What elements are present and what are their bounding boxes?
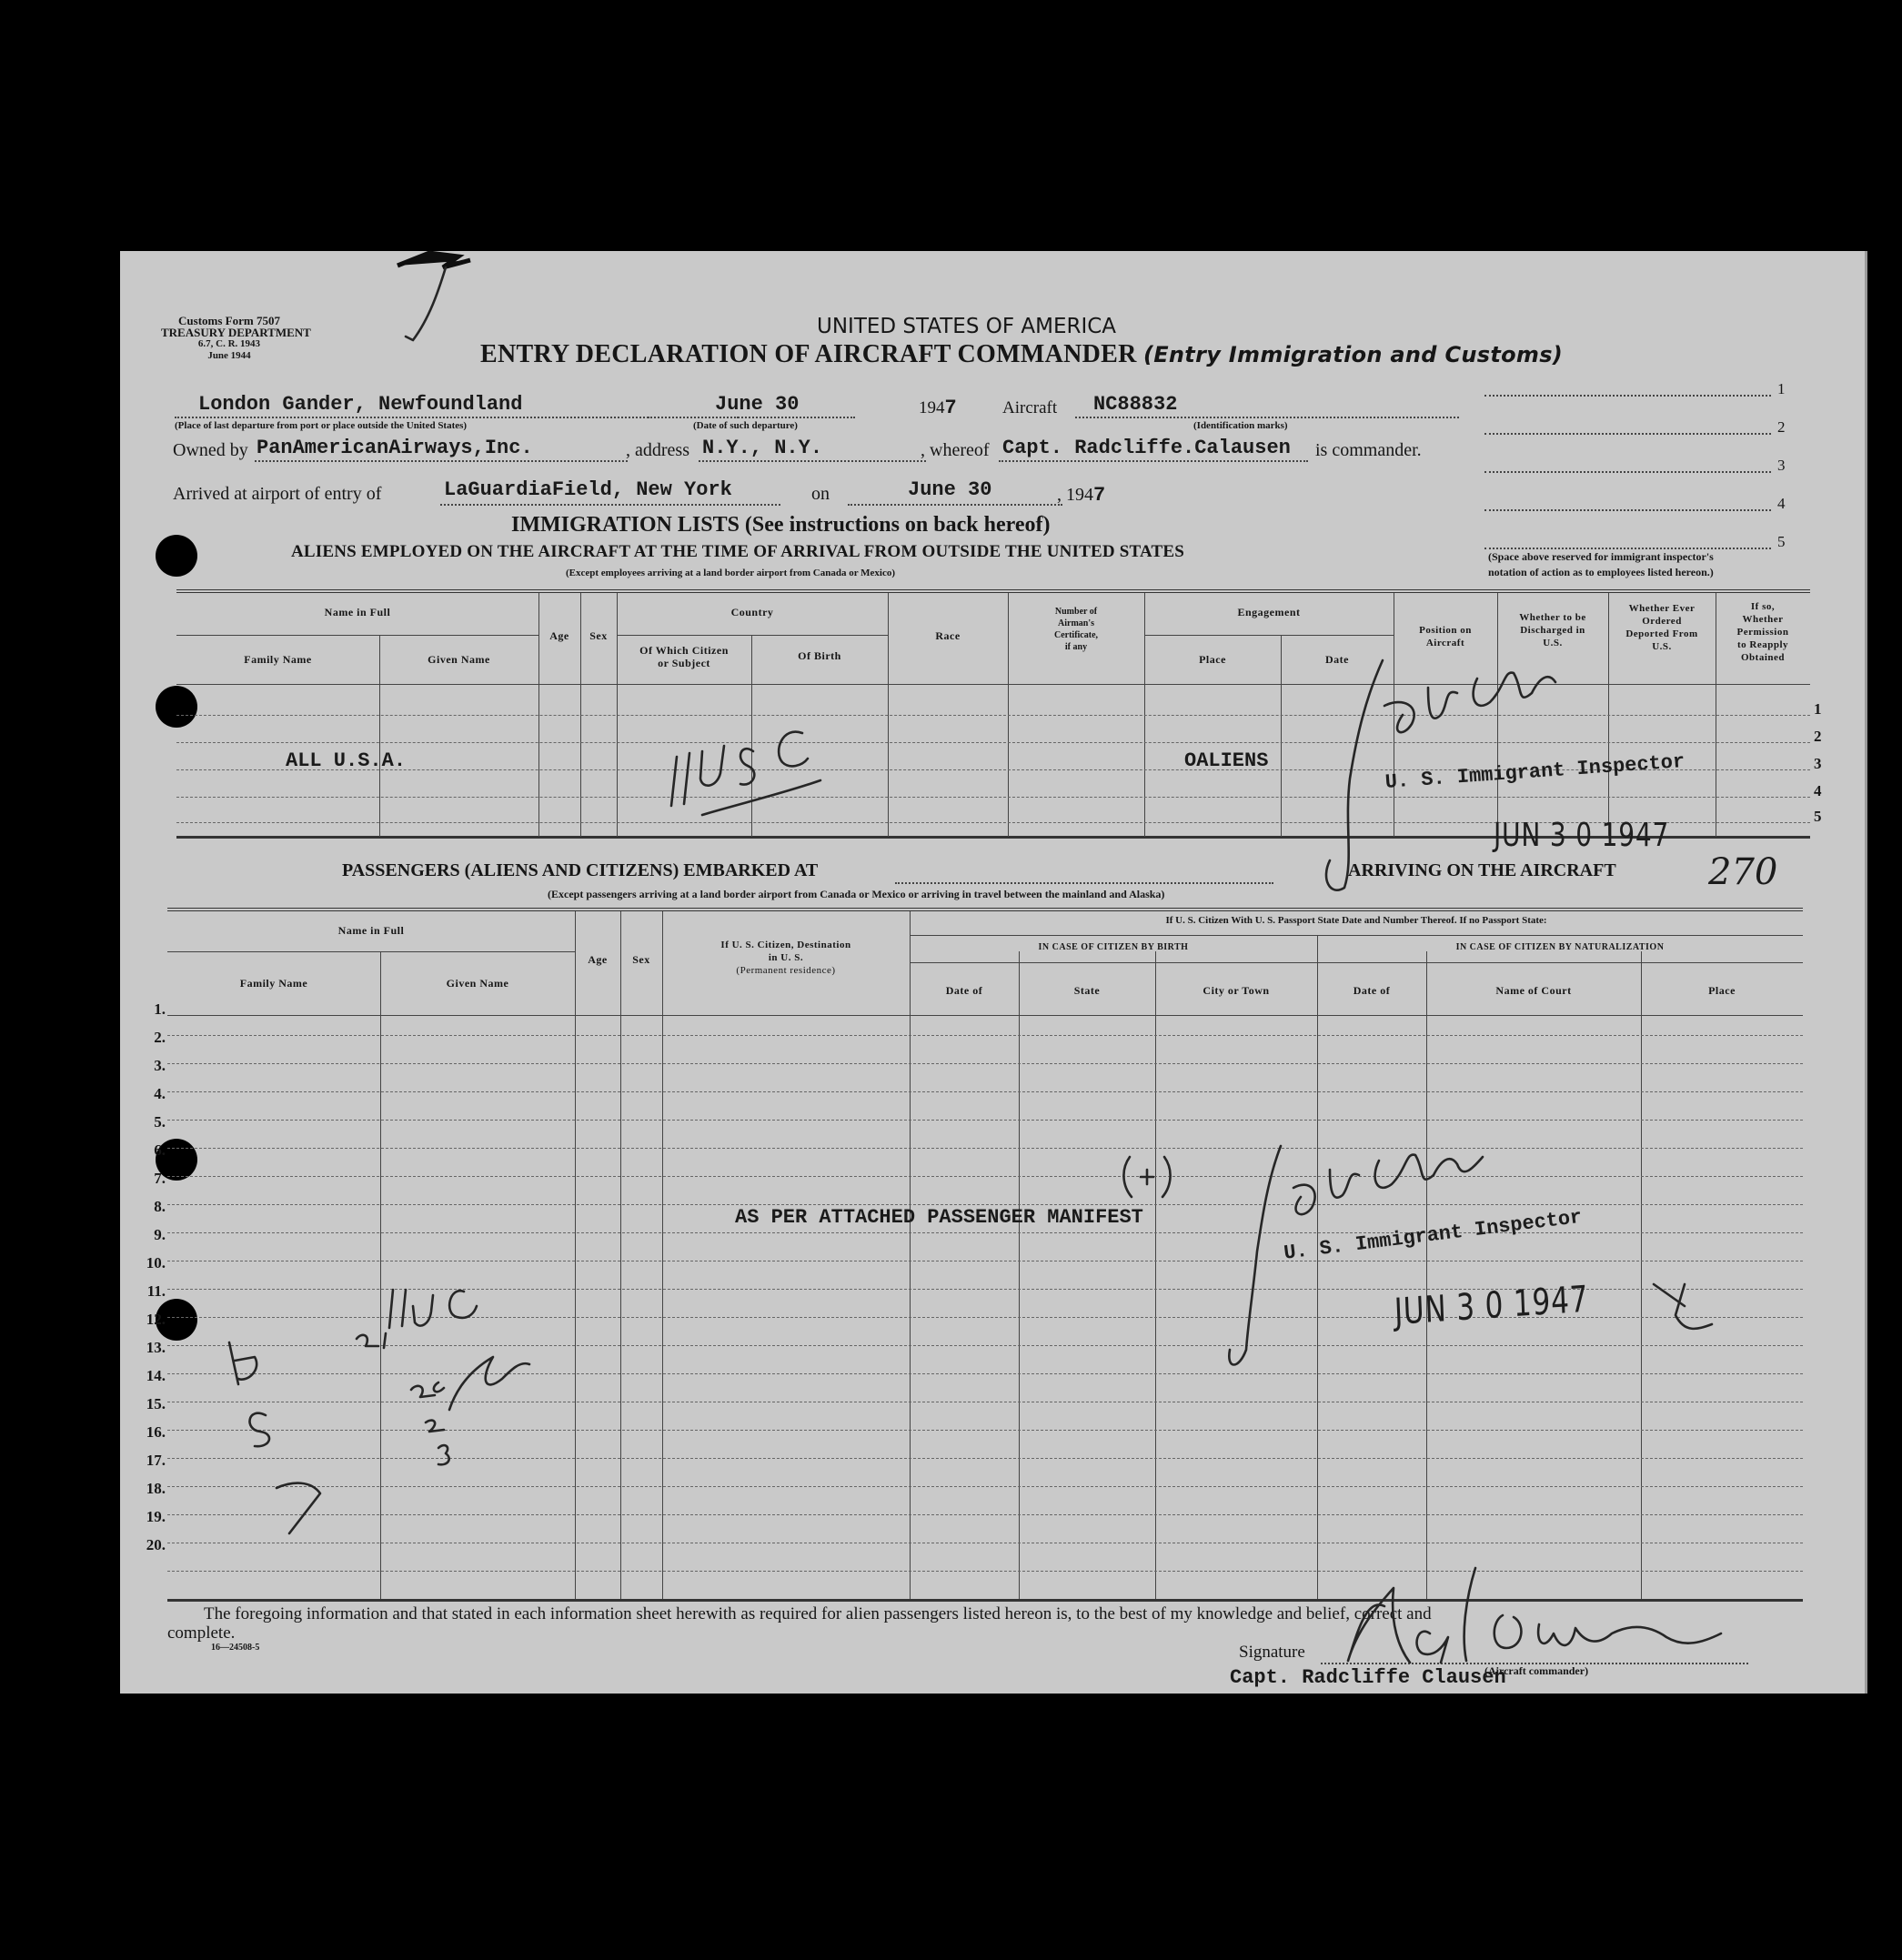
reserved-note: (Space above reserved for immigrant inspector's notation of action as to employees listed hereon.) — [1488, 550, 1714, 578]
header-permission: If so, Whether Permission to Reapply Obtained — [1736, 601, 1789, 663]
passengers-note: (Except passengers arriving at a land border airport from Canada or Mexico or arriving in travel between the mainland and Alaska) — [548, 888, 1165, 900]
immigration-title: IMMIGRATION LISTS (See instructions on back hereof) — [511, 513, 1051, 537]
crew-entry-name: ALL U.S.A. — [286, 749, 407, 772]
declaration-statement: The foregoing information and that stated in each information sheet herewith as required for alien passengers listed hereon is, to the best of my knowledge and belief, correct and complete. — [167, 1604, 1432, 1643]
form-code: 16—24508-5 — [211, 1643, 260, 1653]
header-engagement-place: Place — [1199, 653, 1226, 666]
signature-caption: (Aircraft commander) — [1484, 1664, 1589, 1677]
owner-label: Owned by — [173, 440, 248, 460]
form-title: ENTRY DECLARATION OF AIRCRAFT COMMANDER (Entry Immigration and Customs) — [480, 340, 1564, 368]
header-given-name: Given Name — [428, 653, 490, 666]
signatory-name: Capt. Radcliffe Clausen — [1230, 1666, 1506, 1689]
passengers-title: PASSENGERS (ALIENS AND CITIZENS) EMBARKED AT — [342, 860, 819, 880]
form-number: Customs Form 7507 — [178, 314, 280, 327]
departure-date-caption: (Date of such departure) — [693, 420, 798, 431]
commander-name: Capt. Radcliffe.Calausen — [1002, 437, 1291, 459]
owner-address: N.Y., N.Y. — [702, 437, 823, 459]
handwritten-mark — [1648, 1279, 1721, 1352]
departure-place-caption: (Place of last departure from port or place outside the United States) — [175, 420, 468, 431]
owner-name: PanAmericanAirways,Inc. — [257, 437, 533, 459]
department: TREASURY DEPARTMENT — [161, 326, 311, 339]
form-date: June 1944 — [207, 350, 251, 361]
aliens-employed-table: Name in Full Family Name Given Name Age Sex Country Of Which Citizen or Subject Of Birth Race Number of Airman's Certificate, if any Engagement Place Date Position on Aircraft Whether to be Discharged in U.S. Whether Ever Ordered Deported From U.S. If so, Whether Permission to Reapply Obtained 1 2 3 4 5 ALL U.S.A. OALIENS — [176, 589, 1810, 837]
address-label: , address — [626, 440, 689, 460]
arrival-on-label: on — [811, 484, 830, 504]
declaration-form-sheet: Customs Form 7507 TREASURY DEPARTMENT 6.7, C. R. 1943 June 1944 UNITED STATES OF AMERICA ENTRY DECLARATION OF AIRCRAFT COMMANDER (Entry Immigration and Customs) 1 2 3 4 5 (Space above reserved for immigrant inspector's notation of action as to employees listed hereon.) London Gander, Newfoundland (Place of last departure from port or place outside the United States) June 30 (Date of such departure) 1947 Aircraft NC88832 (Identification marks) Owned by PanAmericanAirways,Inc. , address N.Y., N.Y. , whereof Capt. Radcliffe.Calausen is commander. Arrived at airport of entry of LaGuardiaField, New York on June 30 , 1947 IMMIGRATION LISTS (See instructions on back hereof) ALIENS EMPLOYED ON THE AIRCRAFT AT THE TIME OF ARRIVAL FROM OUTSIDE THE UNITED STATES (Except employees arriving at a land border airport from Canada or Mexico) Name in Full Family Name Given Name Age Sex Country Of Which Citizen or Subject Of Birth Race Number of Airman's Certificate, if any Engagement Place Date Position on Aircraft Whether to be Discharged in U.S. Whether Ever Ordered Deported From U.S. If so, Whether Permission to Reapply Obtained 1 2 3 4 5 ALL U.S.A. OALIENS U. S. Immigrant Inspector JUN 3 0 1947 270 PASSENGERS (ALIENS AND CITIZENS) EMBARKED AT ARRIVING ON THE AIRCRAFT (Except passengers arriving at a land border airport from Canada or Mexico or arriving in travel between the mainland and Alaska) Name in Full Family Name Given Name Age Sex If U. S. Citizen, Destination in U. S. (Permanent residence) If U. S. Citizen With U. S. Passport State Date and Number Thereof. If no Passport State: IN CASE OF CITIZEN BY BIRTH IN CASE OF CITIZEN BY NATURALIZATION Date of State City or Town Date of Name of Court Place AS PER ATTACHED PASSENGER MANIFEST 1. 2. 3. 4. 5. 6. 7. 8. 9. 10. 11. 12. 13. 14. 15. 16. 17. 18. 19. 20. U. S. Immigrant Inspector JUN 3 0 1947 The foregoing information and that stated in each information sheet herewith as required for alien passengers listed hereon is, to the best of my knowledge and belief, correct and complete. 16—24508-5 Signature (Aircraft commander) Capt. Radcliffe Clausen — [120, 251, 1867, 1694]
is-commander-label: is commander. — [1315, 440, 1422, 460]
header-position: Position on Aircraft — [1419, 625, 1472, 648]
header-airman-certificate: Number of Airman's Certificate, if any — [1053, 607, 1099, 652]
handwritten-mark — [402, 264, 457, 346]
pax-header-city: City or Town — [1203, 984, 1270, 997]
pax-header-naturalization-date: Date of — [1353, 984, 1391, 997]
header-engagement-date: Date — [1325, 653, 1349, 666]
departure-place: London Gander, Newfoundland — [198, 393, 523, 416]
crew-arrival-stamp: JUN 3 0 1947 — [1494, 817, 1670, 854]
arrival-label: Arrived at airport of entry of — [173, 484, 382, 504]
aircraft-id: NC88832 — [1093, 393, 1178, 416]
passenger-arrival-stamp: JUN 3 0 1947 — [1394, 1278, 1590, 1333]
aircraft-id-caption: (Identification marks) — [1193, 420, 1288, 431]
pax-header-court: Name of Court — [1495, 984, 1572, 997]
pax-header-place: Place — [1708, 984, 1736, 997]
pax-header-date-of: Date of — [945, 984, 983, 997]
header-family-name: Family Name — [244, 653, 312, 666]
header-country: Country — [730, 606, 774, 618]
passenger-inspector-title: U. S. Immigrant Inspector — [1283, 1205, 1584, 1265]
crew-entry-engagement: OALIENS — [1184, 749, 1269, 772]
handwritten-count: 270 — [1708, 851, 1778, 893]
header-discharged: Whether to be Discharged in U.S. — [1519, 612, 1586, 648]
pax-header-passport: If U. S. Citizen With U. S. Passport State Date and Number Thereof. If no Passport State: — [1165, 915, 1547, 926]
arrival-date: June 30 — [908, 478, 992, 501]
form-id-block — [161, 314, 311, 362]
pax-header-by-birth: IN CASE OF CITIZEN BY BIRTH — [1038, 942, 1189, 952]
header-engagement: Engagement — [1237, 606, 1301, 618]
crew-inspector-title: U. S. Immigrant Inspector — [1384, 749, 1686, 794]
signature-label: Signature — [1239, 1643, 1305, 1662]
regulation: 6.7, C. R. 1943 — [197, 338, 261, 349]
inspector-signature — [1193, 1142, 1575, 1379]
pax-header-by-naturalization: IN CASE OF CITIZEN BY NATURALIZATION — [1455, 942, 1665, 952]
header-of-birth: Of Birth — [798, 649, 841, 662]
departure-year: 1947 — [919, 397, 957, 419]
whereof-label: , whereof — [921, 440, 990, 460]
departure-date: June 30 — [715, 393, 800, 416]
header-citizen-of: Of Which Citizen or Subject — [639, 644, 729, 669]
country-title: UNITED STATES OF AMERICA — [817, 315, 1117, 338]
header-name-in-full: Name in Full — [324, 606, 391, 618]
handwritten-tally-note — [211, 1270, 538, 1543]
pax-header-family-name: Family Name — [239, 977, 308, 990]
immigration-subtitle: ALIENS EMPLOYED ON THE AIRCRAFT AT THE TIME OF ARRIVAL FROM OUTSIDE THE UNITED STATES — [291, 542, 1185, 561]
handwritten-usc-note — [666, 715, 830, 833]
manifest-reference: AS PER ATTACHED PASSENGER MANIFEST — [735, 1206, 1143, 1229]
pax-header-given-name: Given Name — [446, 977, 509, 990]
header-age: Age — [549, 629, 569, 642]
passengers-title-right: ARRIVING ON THE AIRCRAFT — [1348, 860, 1616, 880]
header-deported: Whether Ever Ordered Deported From U.S. — [1625, 603, 1698, 652]
header-sex: Sex — [589, 629, 608, 642]
punch-hole — [156, 535, 197, 577]
pax-header-state: State — [1073, 984, 1101, 997]
header-race: Race — [935, 629, 961, 642]
immigration-note: (Except employees arriving at a land border airport from Canada or Mexico) — [566, 568, 896, 578]
pax-header-age: Age — [588, 953, 608, 966]
arrival-year: , 1947 — [1057, 484, 1106, 507]
arrival-airport: LaGuardiaField, New York — [444, 478, 732, 501]
aircraft-label: Aircraft — [1002, 398, 1058, 417]
pax-header-name-in-full: Name in Full — [337, 924, 405, 937]
pax-header-destination: If U. S. Citizen, Destination in U. S. (Permanent residence) — [720, 940, 851, 976]
handwritten-x-mark — [1121, 1151, 1175, 1206]
pax-header-sex: Sex — [632, 953, 650, 966]
commander-signature — [1321, 1561, 1794, 1688]
